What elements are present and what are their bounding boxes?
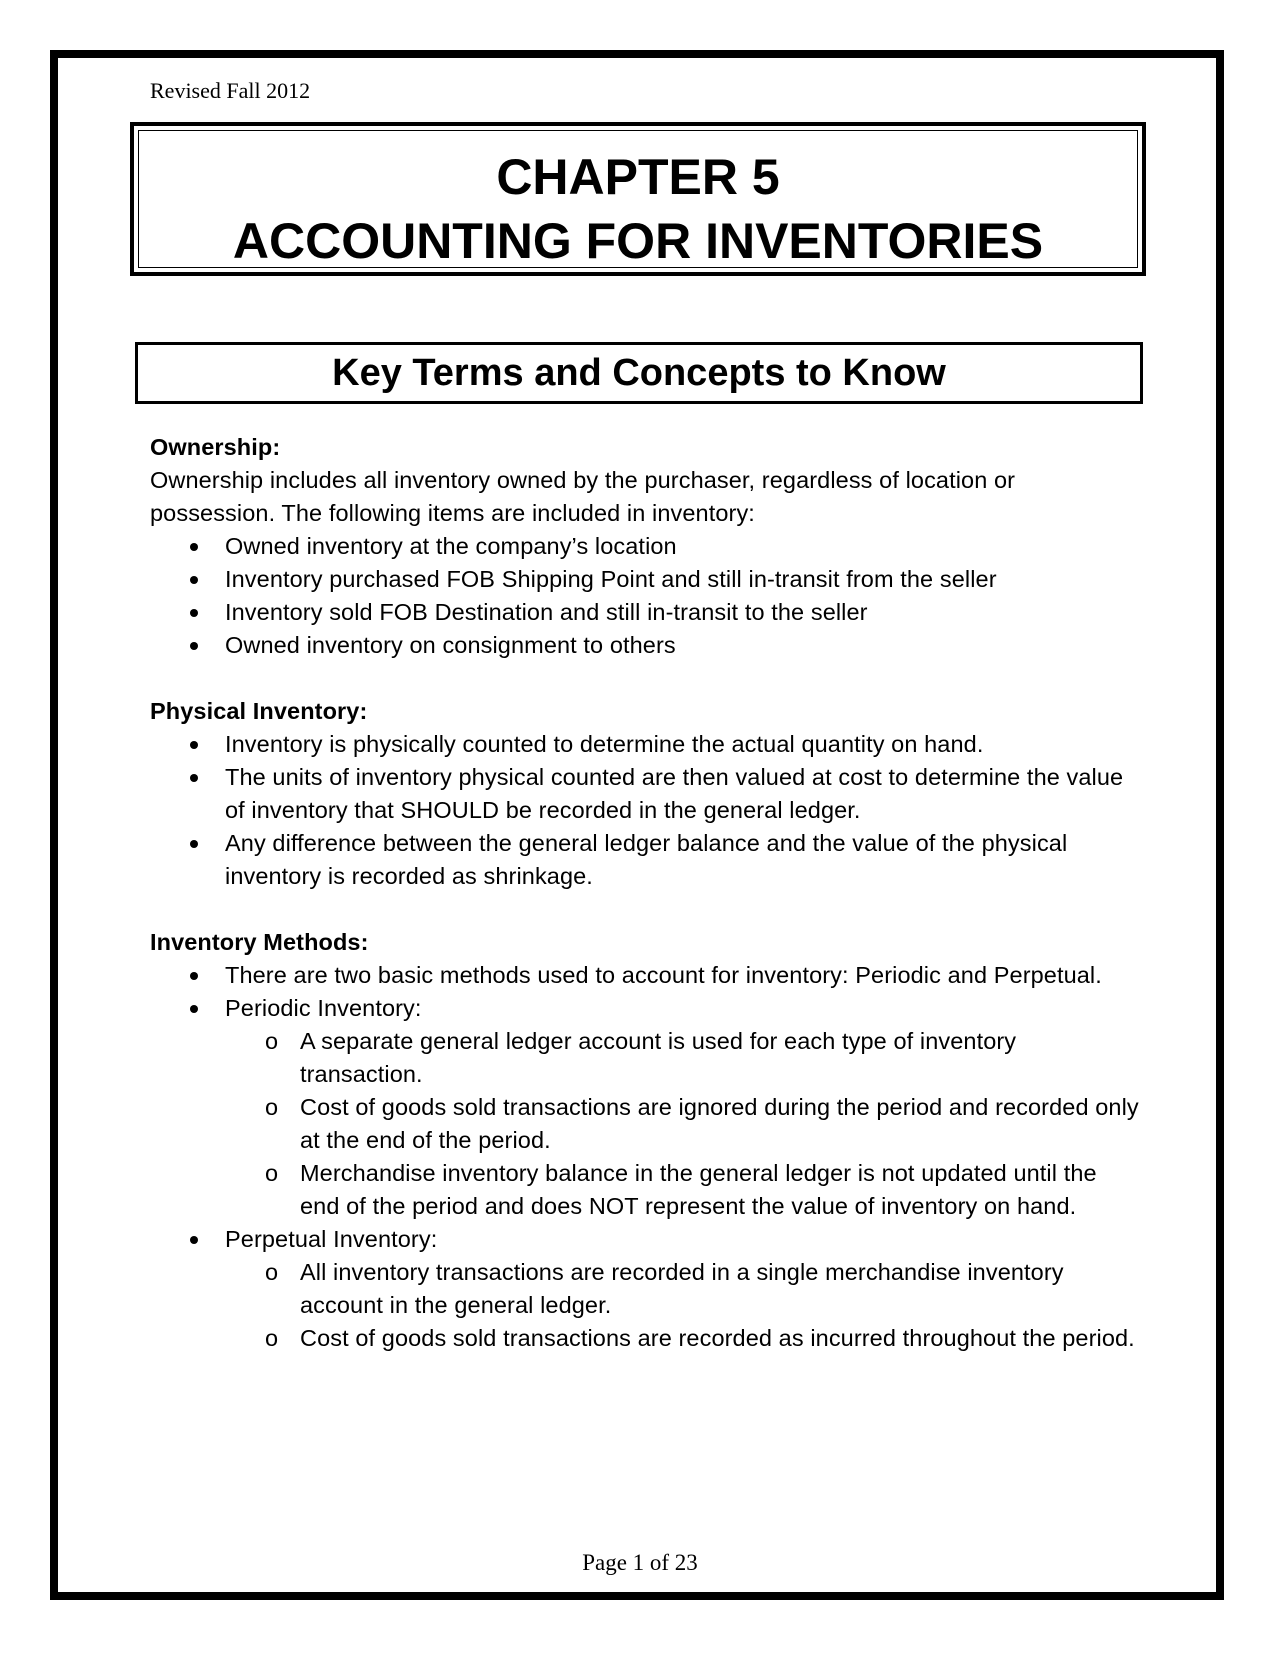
chapter-title-box [130, 122, 1146, 276]
ownership-bullet: Owned inventory on consignment to others [150, 629, 1140, 662]
physical-bullet: The units of inventory physical counted are then valued at cost to determine the value of inventory that SHOULD be recorded in the general ledger. [150, 761, 1140, 827]
ownership-paragraph: Ownership includes all inventory owned by the purchaser, regardless of location or possession. The following items are included in inventory: [150, 467, 1016, 526]
ownership-bullet: Inventory purchased FOB Shipping Point and still in-transit from the seller [150, 563, 1140, 596]
perpetual-inventory-label: Perpetual Inventory: [150, 1223, 1140, 1256]
perpetual-subitem: o All inventory transactions are recorded in a single merchandise inventory account in the general ledger. [150, 1256, 1140, 1322]
periodic-inventory-label: Periodic Inventory: [150, 992, 1140, 1025]
ownership-heading: Ownership: [150, 434, 281, 460]
physical-bullet: Any difference between the general ledger balance and the value of the physical inventory is recorded as shrinkage. [150, 827, 1140, 893]
ownership-bullet: Inventory sold FOB Destination and still in-transit to the seller [150, 596, 1140, 629]
methods-bullet: There are two basic methods used to account for inventory: Periodic and Perpetual. [150, 959, 1140, 992]
periodic-subitem: o Cost of goods sold transactions are ignored during the period and recorded only at the end of the period. [150, 1091, 1140, 1157]
physical-inventory-heading: Physical Inventory: [150, 698, 368, 724]
chapter-title: ACCOUNTING FOR INVENTORIES [232, 213, 1044, 269]
document-body [150, 431, 1140, 1355]
physical-bullet: Inventory is physically counted to determine the actual quantity on hand. [150, 728, 1140, 761]
ownership-bullet: Owned inventory at the company’s location [150, 530, 1140, 563]
key-terms-box [135, 342, 1143, 404]
periodic-subitem: o A separate general ledger account is used for each type of inventory transaction. [150, 1025, 1140, 1091]
revised-date: Revised Fall 2012 [150, 78, 311, 103]
inventory-methods-heading: Inventory Methods: [150, 929, 369, 955]
spacer [150, 662, 1140, 695]
spacer [150, 893, 1140, 926]
page-number: Page 1 of 23 [582, 1550, 698, 1575]
periodic-subitem: o Merchandise inventory balance in the general ledger is not updated until the end of the period and does NOT represent the value of inventory on hand. [150, 1157, 1140, 1223]
chapter-number: CHAPTER 5 [496, 149, 780, 205]
perpetual-subitem: o Cost of goods sold transactions are recorded as incurred throughout the period. [150, 1322, 1140, 1355]
key-terms-title: Key Terms and Concepts to Know [332, 352, 946, 394]
